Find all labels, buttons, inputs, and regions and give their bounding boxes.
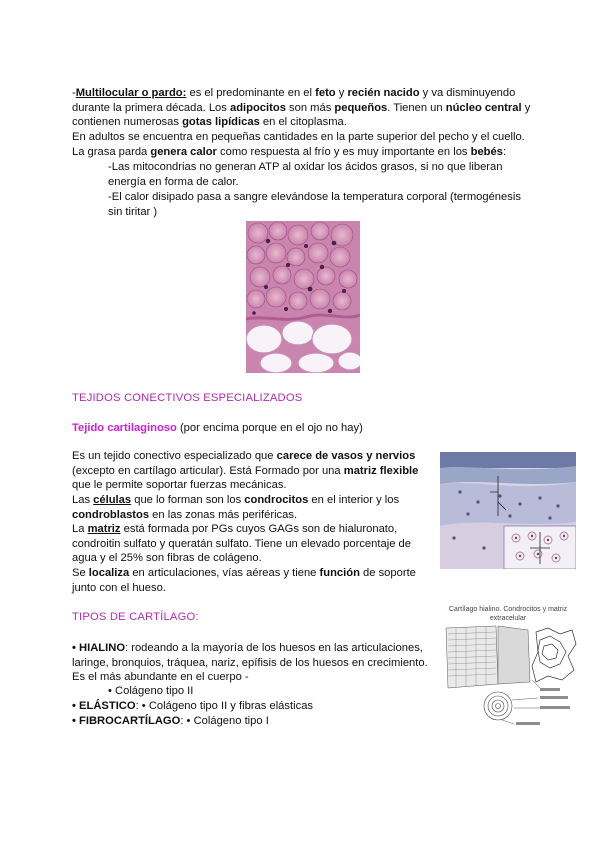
term-matriz-flexible: matriz flexible (343, 464, 419, 477)
text: y (335, 87, 348, 99)
text: en el citoplasma. (259, 116, 347, 129)
hyaline-cartilage-drawing (432, 604, 582, 728)
term-fibrocartilago: • FIBROCARTÍLAGO (72, 715, 181, 727)
text: como respuesta al frío y es muy importante en los (216, 146, 471, 158)
text: en articulaciones, vías aéreas y tiene (129, 567, 320, 579)
text: y va disminuyendo durante la primera década. Los (72, 87, 516, 114)
text: son más (285, 101, 335, 114)
paragraph-cartilaginoso-celulas (72, 493, 437, 522)
hyaline-cartilage-diagram (432, 604, 582, 728)
paragraph-multilocular (72, 86, 532, 130)
text: que le permite soportar fuerzas mecánicas. (72, 479, 287, 492)
section-heading-tipos-cartilago: TIPOS DE CARTÍLAGO: (72, 611, 199, 623)
cartilage-histology-drawing (440, 452, 576, 569)
diagram-title-line2: extracelular (489, 614, 527, 622)
list-item-fibrocartilago (72, 714, 432, 729)
text: Se (72, 567, 89, 579)
text: . Tienen un (387, 101, 446, 114)
paragraph-grasa-parda (72, 145, 542, 160)
text: en las zonas más periféricas. (149, 508, 298, 521)
text: que lo forman son los (131, 494, 245, 506)
text: Las (72, 494, 94, 506)
term-hialino: • HIALINO (72, 642, 126, 654)
list-item-hialino (72, 641, 430, 685)
text: Es un tejido conectivo especializado que (72, 450, 277, 462)
text: : rodeando a la mayoría de los huesos en las articulaciones, laringe, bronquios, tráquea, nariz, epífisis de los huesos en crecimiento. Es el más abundante en el cuerpo - (72, 642, 428, 684)
term-localiza: localiza (88, 567, 130, 579)
text: está formada por PGs cuyos GAGs son de hialuronato, condroitin sulfato y queratán sulfato. Tiene un elevado porcentaje de agua y el 25% son fibras de colágeno. (72, 523, 411, 565)
term-bebes: bebés (470, 146, 503, 158)
list-item-mitocondrias: -Las mitocondrias no generan ATP al oxidar los ácidos grasos, si no que liberan energía en forma de calor. (108, 161, 503, 188)
paragraph-cartilaginoso-definicion (72, 449, 437, 493)
term-recien-nacido: recién nacido (347, 87, 420, 99)
term-tejido-cartilaginoso: Tejido cartilaginoso (72, 422, 177, 434)
text: es el predominante en el (186, 87, 316, 99)
term-multilocular: Multilocular o pardo: (75, 87, 187, 99)
term-celulas: células (93, 494, 132, 506)
list-item-elastico (72, 699, 432, 714)
paragraph-cartilaginoso-localizacion (72, 566, 437, 595)
list-item-hialino-colageno: • Colágeno tipo II (108, 685, 194, 697)
text: en el interior y los (308, 494, 400, 506)
term-funcion: función (319, 567, 360, 579)
list-item-calor-disipado: -El calor disipado pasa a sangre elevándose la temperatura corporal (termogénesis sin tiritar ) (108, 191, 521, 218)
term-elastico: • ELÁSTICO (72, 700, 136, 712)
brown-fat-histology-drawing (246, 221, 360, 373)
term-feto: feto (315, 87, 336, 99)
term-pequenos: pequeños (334, 101, 388, 114)
text: : • Colágeno tipo II y fibras elásticas (135, 700, 314, 712)
text: y contienen numerosas (72, 101, 531, 129)
text: de soporte junto con el hueso. (72, 567, 416, 594)
brown-fat-histology-image (246, 221, 360, 373)
term-gotas-lipidicas: gotas lipídicas (182, 116, 260, 129)
diagram-title-line1: Cartílago hialino. Condrocitos y matriz (448, 606, 568, 613)
term-carece-vasos: carece de vasos y nervios (276, 450, 416, 462)
note: (por encima porque en el ojo no hay) (176, 422, 363, 434)
text: La grasa parda (72, 146, 151, 158)
subsection-title-cartilaginoso (72, 421, 472, 436)
dash: - (72, 87, 76, 99)
term-condrocitos: condrocitos (244, 494, 309, 506)
term-condroblastos: condroblastos (72, 508, 150, 521)
text: La (72, 523, 88, 535)
term-nucleo-central: núcleo central (445, 101, 522, 114)
text: : (502, 146, 507, 158)
text: (excepto en cartílago articular). Está Formado por una (72, 464, 344, 477)
paragraph-cartilaginoso-matriz (72, 522, 437, 566)
text: : • Colágeno tipo I (180, 715, 269, 727)
term-adipocitos: adipocitos (229, 101, 286, 114)
paragraph-adultos: En adultos se encuentra en pequeñas cantidades en la parte superior del pecho y el cuello. (72, 131, 525, 143)
section-heading-tejidos-especializados: TEJIDOS CONECTIVOS ESPECIALIZADOS (72, 392, 303, 404)
term-genera-calor: genera calor (150, 146, 217, 158)
term-matriz: matriz (87, 523, 121, 535)
cartilage-histology-image (440, 452, 576, 569)
